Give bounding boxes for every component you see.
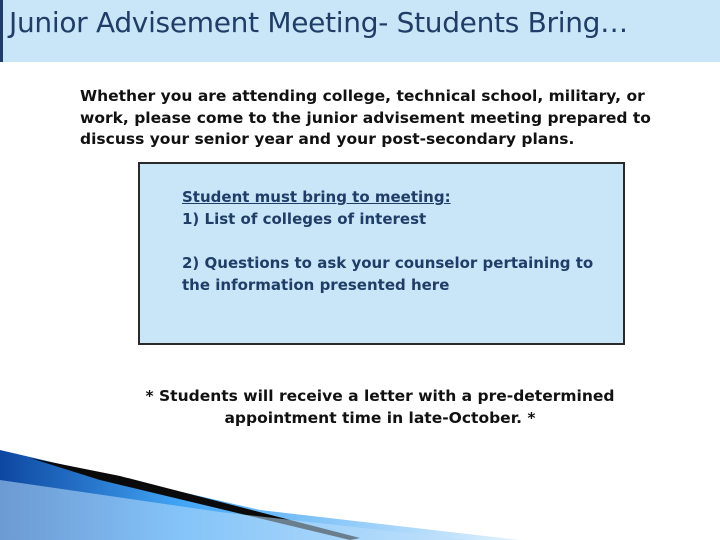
title-bar: [0, 0, 720, 62]
intro-paragraph: Whether you are attending college, technical school, military, or work, please come to the junior advisement meeting prepared to discuss your senior year and your post-secondary plans.: [80, 87, 651, 148]
page-title: Junior Advisement Meeting- Students Bring…: [9, 6, 628, 39]
requirements-heading: Student must bring to meeting:: [182, 188, 451, 206]
requirement-item-2: 2) Questions to ask your counselor pertaining to the information presented here: [182, 254, 594, 294]
requirements-text: [182, 186, 612, 296]
appointment-note: * Students will receive a letter with a pre-determined appointment time in late-October. *: [145, 387, 615, 427]
decorative-swoosh-graphic: [0, 450, 720, 540]
requirement-item-1: 1) List of colleges of interest: [182, 210, 427, 228]
requirements-box: [138, 162, 625, 345]
requirements-spacer: [182, 230, 612, 252]
